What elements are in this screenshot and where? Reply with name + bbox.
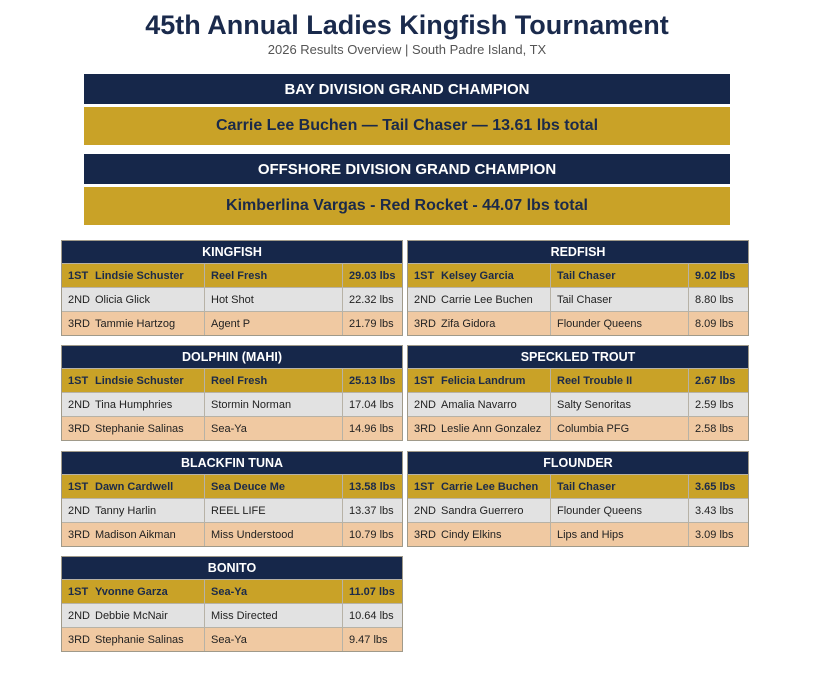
place-label: 2ND: [414, 398, 437, 411]
weight-value: 21.79 lbs: [342, 312, 402, 335]
result-row: [408, 392, 748, 416]
angler-name: Carrie Lee Buchen: [441, 293, 533, 306]
category-heading: BONITO: [62, 557, 402, 579]
result-row: [408, 498, 748, 522]
result-row: [62, 522, 402, 546]
category-heading: SPECKLED TROUT: [408, 346, 748, 368]
angler-name: Stephanie Salinas: [95, 422, 184, 435]
angler-name: Olicia Glick: [95, 293, 151, 306]
category-heading: DOLPHIN (MAHI): [62, 346, 402, 368]
result-row: [62, 579, 402, 603]
place-label: 3RD: [414, 528, 437, 541]
weight-value: 9.47 lbs: [342, 628, 402, 651]
angler-name: Debbie McNair: [95, 609, 168, 622]
weight-value: 22.32 lbs: [342, 288, 402, 311]
result-row: [408, 311, 748, 335]
angler-name: Carrie Lee Buchen: [441, 480, 539, 493]
category-table: [61, 451, 403, 547]
weight-value: 17.04 lbs: [342, 393, 402, 416]
result-row: [408, 474, 748, 498]
boat-name: Tail Chaser: [550, 288, 688, 311]
place-label: 2ND: [68, 609, 91, 622]
page-subtitle: 2026 Results Overview | South Padre Island, TX: [267, 42, 547, 57]
boat-name: Hot Shot: [204, 288, 342, 311]
category-table: [407, 451, 749, 547]
boat-name: Miss Understood: [204, 523, 342, 546]
category-heading: KINGFISH: [62, 241, 402, 263]
boat-name: Sea-Ya: [204, 580, 342, 603]
weight-value: 10.79 lbs: [342, 523, 402, 546]
angler-name: Tanny Harlin: [95, 504, 157, 517]
result-row: [62, 474, 402, 498]
angler-name: Dawn Cardwell: [95, 480, 174, 493]
bay-champion-heading: BAY DIVISION GRAND CHAMPION: [84, 74, 730, 104]
angler-name: Leslie Ann Gonzalez: [441, 422, 542, 435]
angler-name: Madison Aikman: [95, 528, 176, 541]
boat-name: Miss Directed: [204, 604, 342, 627]
page-title: 45th Annual Ladies Kingfish Tournament: [145, 10, 669, 40]
place-label: 3RD: [68, 528, 91, 541]
category-table: [61, 240, 403, 336]
weight-value: 29.03 lbs: [342, 264, 402, 287]
offshore-champion-line: Kimberlina Vargas - Red Rocket - 44.07 lbs total: [84, 187, 730, 225]
boat-name: Salty Senoritas: [550, 393, 688, 416]
result-row: [62, 627, 402, 651]
weight-value: 14.96 lbs: [342, 417, 402, 440]
category-heading: FLOUNDER: [408, 452, 748, 474]
boat-name: Agent P: [204, 312, 342, 335]
weight-value: 2.59 lbs: [688, 393, 748, 416]
weight-value: 8.09 lbs: [688, 312, 748, 335]
angler-name: Tammie Hartzog: [95, 317, 176, 330]
boat-name: REEL LIFE: [204, 499, 342, 522]
angler-name: Sandra Guerrero: [441, 504, 524, 517]
result-row: [62, 368, 402, 392]
angler-name: Cindy Elkins: [441, 528, 502, 541]
result-row: [62, 498, 402, 522]
boat-name: Flounder Queens: [550, 312, 688, 335]
boat-name: Reel Trouble II: [550, 369, 688, 392]
result-row: [408, 416, 748, 440]
angler-name: Lindsie Schuster: [95, 269, 184, 282]
place-label: 3RD: [414, 422, 437, 435]
place-label: 1ST: [414, 480, 435, 493]
place-label: 2ND: [68, 398, 91, 411]
place-label: 2ND: [68, 293, 91, 306]
weight-value: 3.43 lbs: [688, 499, 748, 522]
angler-name: Yvonne Garza: [95, 585, 168, 598]
weight-value: 13.58 lbs: [342, 475, 402, 498]
result-row: [62, 392, 402, 416]
result-row: [62, 263, 402, 287]
boat-name: Tail Chaser: [550, 475, 688, 498]
boat-name: Reel Fresh: [204, 369, 342, 392]
offshore-champion-heading: OFFSHORE DIVISION GRAND CHAMPION: [84, 154, 730, 184]
boat-name: Stormin Norman: [204, 393, 342, 416]
place-label: 3RD: [68, 633, 91, 646]
angler-name: Amalia Navarro: [441, 398, 517, 411]
result-row: [408, 287, 748, 311]
weight-value: 3.65 lbs: [688, 475, 748, 498]
angler-name: Stephanie Salinas: [95, 633, 184, 646]
place-label: 3RD: [68, 422, 91, 435]
result-row: [62, 603, 402, 627]
category-table: [61, 345, 403, 441]
weight-value: 13.37 lbs: [342, 499, 402, 522]
result-row: [408, 522, 748, 546]
weight-value: 2.67 lbs: [688, 369, 748, 392]
angler-name: Zifa Gidora: [441, 317, 496, 330]
place-label: 1ST: [414, 374, 435, 387]
place-label: 3RD: [68, 317, 91, 330]
place-label: 2ND: [68, 504, 91, 517]
angler-name: Felicia Landrum: [441, 374, 526, 387]
boat-name: Sea Deuce Me: [204, 475, 342, 498]
boat-name: Flounder Queens: [550, 499, 688, 522]
angler-name: Tina Humphries: [95, 398, 173, 411]
place-label: 1ST: [68, 269, 89, 282]
boat-name: Reel Fresh: [204, 264, 342, 287]
result-row: [408, 263, 748, 287]
weight-value: 9.02 lbs: [688, 264, 748, 287]
boat-name: Tail Chaser: [550, 264, 688, 287]
angler-name: Kelsey Garcia: [441, 269, 514, 282]
place-label: 1ST: [68, 374, 89, 387]
place-label: 2ND: [414, 293, 437, 306]
bay-champion-line: Carrie Lee Buchen — Tail Chaser — 13.61 lbs total: [84, 107, 730, 145]
boat-name: Lips and Hips: [550, 523, 688, 546]
boat-name: Columbia PFG: [550, 417, 688, 440]
category-table: [407, 240, 749, 336]
weight-value: 10.64 lbs: [342, 604, 402, 627]
result-row: [62, 311, 402, 335]
place-label: 1ST: [68, 585, 89, 598]
place-label: 2ND: [414, 504, 437, 517]
weight-value: 3.09 lbs: [688, 523, 748, 546]
category-table: [407, 345, 749, 441]
weight-value: 8.80 lbs: [688, 288, 748, 311]
place-label: 1ST: [414, 269, 435, 282]
angler-name: Lindsie Schuster: [95, 374, 184, 387]
place-label: 3RD: [414, 317, 437, 330]
result-row: [62, 416, 402, 440]
weight-value: 2.58 lbs: [688, 417, 748, 440]
result-row: [408, 368, 748, 392]
category-heading: REDFISH: [408, 241, 748, 263]
category-heading: BLACKFIN TUNA: [62, 452, 402, 474]
place-label: 1ST: [68, 480, 89, 493]
result-row: [62, 287, 402, 311]
weight-value: 25.13 lbs: [342, 369, 402, 392]
weight-value: 11.07 lbs: [342, 580, 402, 603]
category-table: [61, 556, 403, 652]
boat-name: Sea-Ya: [204, 628, 342, 651]
boat-name: Sea-Ya: [204, 417, 342, 440]
